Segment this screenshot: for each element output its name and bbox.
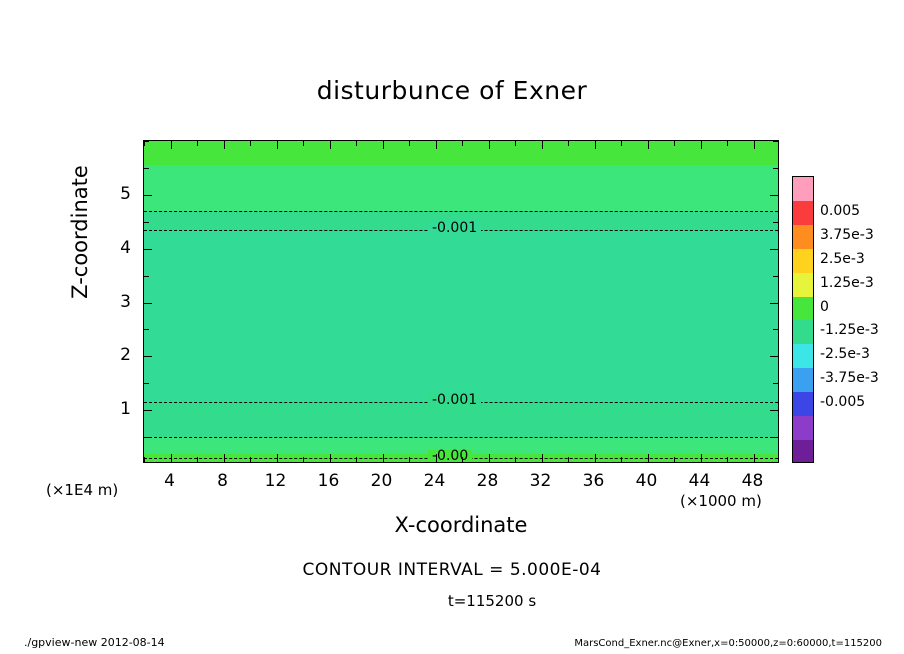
colorbar-tick-label: 2.5e-3 bbox=[820, 250, 865, 267]
x-tick bbox=[224, 454, 225, 462]
y-tick-right bbox=[770, 303, 778, 304]
colorbar-cell bbox=[793, 392, 813, 416]
colorbar-tick-label: -1.25e-3 bbox=[820, 322, 879, 339]
colorbar-tick-label: 3.75e-3 bbox=[820, 226, 874, 243]
y-tick-label: 3 bbox=[120, 291, 131, 312]
y-tick-right bbox=[770, 356, 778, 357]
y-tick bbox=[144, 329, 149, 330]
x-tick bbox=[621, 457, 622, 462]
colorbar-tick-label: 1.25e-3 bbox=[820, 274, 874, 291]
x-tick-label: 48 bbox=[741, 471, 764, 491]
y-tick bbox=[144, 356, 152, 357]
x-tick-top bbox=[727, 141, 728, 146]
x-tick-label: 24 bbox=[423, 471, 446, 491]
x-tick bbox=[595, 454, 596, 462]
colorbar bbox=[792, 176, 814, 463]
x-tick bbox=[727, 457, 728, 462]
colorbar-cell bbox=[793, 249, 813, 273]
x-tick-top bbox=[701, 141, 702, 149]
x-tick-top bbox=[303, 141, 304, 146]
contour-label: -0.00 bbox=[428, 450, 472, 462]
y-tick-right bbox=[773, 141, 778, 142]
y-tick-right bbox=[773, 437, 778, 438]
x-tick-top bbox=[462, 141, 463, 146]
y-tick-right bbox=[773, 383, 778, 384]
x-tick-label: 32 bbox=[529, 471, 552, 491]
x-tick-top bbox=[383, 141, 384, 149]
colorbar-cell bbox=[793, 416, 813, 440]
y-axis-unit: (×1E4 m) bbox=[46, 481, 119, 499]
y-tick-right bbox=[773, 168, 778, 169]
contour-band bbox=[144, 230, 778, 402]
y-tick-right bbox=[770, 410, 778, 411]
x-tick-top bbox=[515, 141, 516, 146]
x-tick bbox=[436, 454, 437, 462]
colorbar-cell bbox=[793, 344, 813, 368]
contour-interval-label: CONTOUR INTERVAL = 5.000E-04 bbox=[302, 560, 602, 580]
x-tick bbox=[171, 454, 172, 462]
contour-band bbox=[144, 141, 778, 165]
x-tick bbox=[701, 454, 702, 462]
colorbar-tick-label: -2.5e-3 bbox=[820, 346, 870, 363]
contour-band bbox=[144, 165, 778, 211]
y-tick-label: 2 bbox=[120, 345, 131, 366]
x-tick-top bbox=[542, 141, 543, 149]
x-tick-top bbox=[224, 141, 225, 149]
x-tick bbox=[277, 454, 278, 462]
x-tick-top bbox=[595, 141, 596, 149]
y-tick bbox=[144, 168, 149, 169]
x-tick-label: 40 bbox=[635, 471, 658, 491]
contour-label: -0.001 bbox=[428, 222, 481, 234]
x-tick bbox=[250, 457, 251, 462]
x-tick bbox=[542, 454, 543, 462]
x-tick-top bbox=[250, 141, 251, 146]
y-tick bbox=[144, 195, 152, 196]
y-tick bbox=[144, 303, 152, 304]
colorbar-cell bbox=[793, 368, 813, 392]
contour-line bbox=[144, 437, 778, 438]
x-axis-unit: (×1000 m) bbox=[680, 492, 762, 510]
x-tick bbox=[144, 457, 145, 462]
x-tick-top bbox=[171, 141, 172, 149]
y-tick-label: 1 bbox=[120, 399, 131, 420]
x-tick-top bbox=[277, 141, 278, 149]
x-tick-label: 36 bbox=[582, 471, 605, 491]
y-tick bbox=[144, 222, 149, 223]
x-tick-top bbox=[754, 141, 755, 149]
colorbar-tick-label: -3.75e-3 bbox=[820, 370, 879, 387]
x-tick-label: 28 bbox=[476, 471, 499, 491]
x-tick-label: 20 bbox=[370, 471, 393, 491]
x-tick-label: 4 bbox=[164, 471, 175, 491]
x-tick-top bbox=[674, 141, 675, 146]
colorbar-cell bbox=[793, 297, 813, 321]
y-tick-right bbox=[773, 222, 778, 223]
footer-left-text: ./gpview-new 2012-08-14 bbox=[24, 636, 165, 649]
y-tick-label: 5 bbox=[120, 183, 131, 204]
x-tick-top bbox=[197, 141, 198, 146]
contour-label: -0.001 bbox=[428, 394, 481, 406]
x-tick bbox=[568, 457, 569, 462]
y-tick-right bbox=[770, 195, 778, 196]
x-tick-top bbox=[568, 141, 569, 146]
colorbar-cell bbox=[793, 440, 813, 463]
x-tick bbox=[754, 454, 755, 462]
y-tick-right bbox=[773, 276, 778, 277]
colorbar-cell bbox=[793, 201, 813, 225]
x-tick bbox=[489, 454, 490, 462]
x-axis-title: X-coordinate bbox=[394, 513, 528, 537]
y-tick bbox=[144, 141, 149, 142]
x-tick bbox=[303, 457, 304, 462]
x-tick bbox=[648, 454, 649, 462]
y-tick bbox=[144, 383, 149, 384]
colorbar-cell bbox=[793, 273, 813, 297]
x-tick-top bbox=[621, 141, 622, 146]
colorbar-tick-label: 0 bbox=[820, 298, 829, 315]
plot-area bbox=[143, 140, 779, 463]
y-tick bbox=[144, 437, 149, 438]
x-tick-top bbox=[489, 141, 490, 149]
x-tick bbox=[383, 454, 384, 462]
x-tick bbox=[674, 457, 675, 462]
colorbar-cell bbox=[793, 225, 813, 249]
x-tick-label: 44 bbox=[688, 471, 711, 491]
x-tick-label: 8 bbox=[217, 471, 228, 491]
x-tick bbox=[356, 457, 357, 462]
y-tick bbox=[144, 276, 149, 277]
y-axis-title: Z-coordinate bbox=[68, 165, 92, 299]
x-tick bbox=[330, 454, 331, 462]
x-tick-top bbox=[409, 141, 410, 146]
x-tick bbox=[462, 457, 463, 462]
x-tick bbox=[409, 457, 410, 462]
colorbar-tick-label: -0.005 bbox=[820, 394, 866, 411]
x-tick bbox=[197, 457, 198, 462]
y-tick bbox=[144, 249, 152, 250]
x-tick-top bbox=[330, 141, 331, 149]
footer-right-text: MarsCond_Exner.nc@Exner,x=0:50000,z=0:60000,t=115200 bbox=[574, 638, 882, 649]
y-tick-right bbox=[770, 249, 778, 250]
x-tick-top bbox=[648, 141, 649, 149]
x-tick-label: 16 bbox=[317, 471, 340, 491]
y-tick-label: 4 bbox=[120, 237, 131, 258]
y-tick bbox=[144, 410, 152, 411]
page-title: disturbunce of Exner bbox=[316, 76, 588, 105]
colorbar-cell bbox=[793, 320, 813, 344]
y-tick-right bbox=[773, 329, 778, 330]
x-tick-top bbox=[356, 141, 357, 146]
x-tick-label: 12 bbox=[264, 471, 287, 491]
x-tick bbox=[515, 457, 516, 462]
x-tick-top bbox=[436, 141, 437, 149]
colorbar-tick-label: 0.005 bbox=[820, 202, 861, 219]
time-label: t=115200 s bbox=[447, 592, 537, 610]
contour-line bbox=[144, 211, 778, 212]
colorbar-cell bbox=[793, 177, 813, 201]
